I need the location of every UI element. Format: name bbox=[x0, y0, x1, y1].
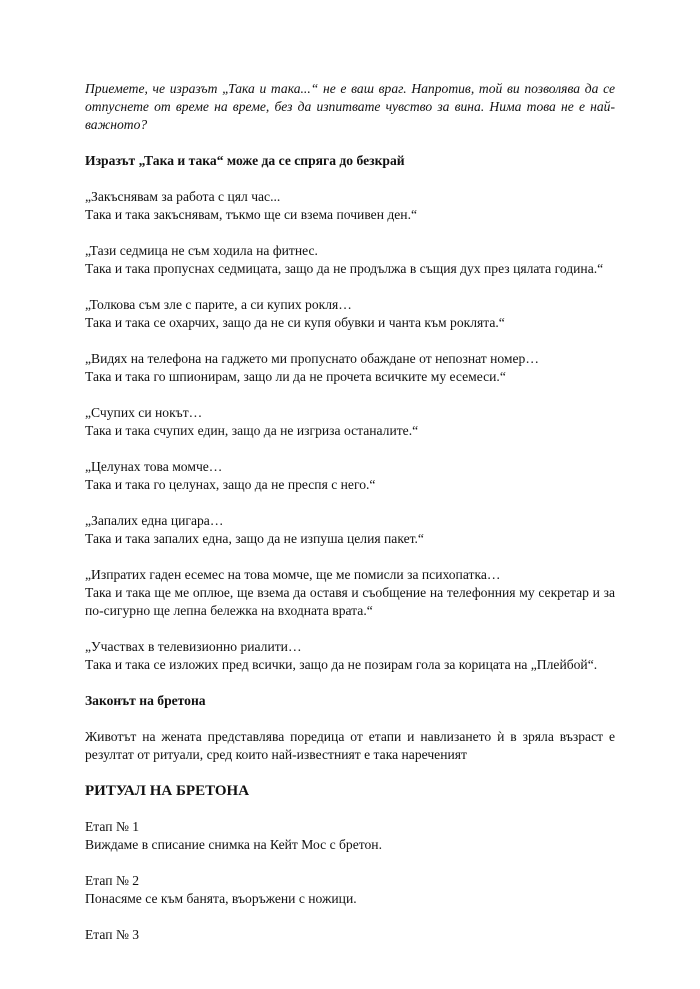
quote-line: Така и така закъснявам, тъкмо ще си взема почивен ден.“ bbox=[85, 207, 418, 222]
document-page bbox=[85, 80, 615, 962]
stage-label: Етап № 3 bbox=[85, 927, 140, 942]
quote-block bbox=[85, 350, 615, 386]
intro-paragraph: Приемете, че изразът „Така и така...“ не е ваш враг. Напротив, той ви позволява да се отпуснете от време на време, без да изпитвате чувство за вина. Нима това не е най-важното? bbox=[85, 81, 615, 132]
quote-line: „Изпратих гаден есемес на това момче, ще ме помисли за психопатка… bbox=[85, 567, 501, 582]
quote-block bbox=[85, 458, 615, 494]
stage-label: Етап № 2 bbox=[85, 873, 140, 888]
section-heading-tak-i-taka: Изразът „Така и така“ може да се спряга до безкрай bbox=[85, 153, 405, 168]
stage-block bbox=[85, 872, 615, 908]
quote-block bbox=[85, 242, 615, 278]
quote-line: Така и така го целунах, защо да не преспя с него.“ bbox=[85, 477, 376, 492]
quote-block bbox=[85, 638, 615, 674]
quote-block bbox=[85, 296, 615, 332]
quote-block bbox=[85, 404, 615, 440]
stage-text: Виждаме в списание снимка на Кейт Мос с бретон. bbox=[85, 837, 382, 852]
section-heading-zakon-na-bretona: Законът на бретона bbox=[85, 693, 206, 708]
quote-line: Така и така ще ме оплюе, ще взема да оставя и съобщение на телефонния му секретар и за по-сигурно ще лепна бележка на входната врата.“ bbox=[85, 585, 615, 618]
quote-line: „Видях на телефона на гаджето ми пропуснато обаждане от непознат номер… bbox=[85, 351, 539, 366]
body-paragraph: Животът на жената представлява поредица от етапи и навлизането ѝ в зряла възраст е резултат от ритуали, сред които най-известният е така нареченият bbox=[85, 729, 615, 762]
stage-label: Етап № 1 bbox=[85, 819, 140, 834]
quote-line: „Счупих си нокът… bbox=[85, 405, 203, 420]
quote-line: Така и така се охарчих, защо да не си купя обувки и чанта към роклята.“ bbox=[85, 315, 505, 330]
quote-line: „Закъснявам за работа с цял час... bbox=[85, 189, 281, 204]
quote-block bbox=[85, 188, 615, 224]
quote-block bbox=[85, 566, 615, 620]
quote-block bbox=[85, 512, 615, 548]
quote-line: „Участвах в телевизионно риалити… bbox=[85, 639, 302, 654]
quote-line: „Толкова съм зле с парите, а си купих рокля… bbox=[85, 297, 352, 312]
section-heading-ritual: РИТУАЛ НА БРЕТОНА bbox=[85, 783, 250, 799]
quote-line: „Тази седмица не съм ходила на фитнес. bbox=[85, 243, 318, 258]
quote-line: Така и така го шпионирам, защо ли да не прочета всичките му есемеси.“ bbox=[85, 369, 506, 384]
stage-block bbox=[85, 926, 615, 944]
stage-block bbox=[85, 818, 615, 854]
quote-line: Така и така счупих един, защо да не изгриза останалите.“ bbox=[85, 423, 419, 438]
quote-line: „Целунах това момче… bbox=[85, 459, 223, 474]
quote-line: Така и така запалих една, защо да не изпуша целия пакет.“ bbox=[85, 531, 424, 546]
quote-line: Така и така пропуснах седмицата, защо да не продължа в същия дух през цялата година.“ bbox=[85, 261, 604, 276]
stage-text: Понасяме се към банята, въоръжени с ножици. bbox=[85, 891, 357, 906]
quote-line: „Запалих една цигара… bbox=[85, 513, 224, 528]
quote-line: Така и така се изложих пред всички, защо да не позирам гола за корицата на „Плейбой“. bbox=[85, 657, 598, 672]
